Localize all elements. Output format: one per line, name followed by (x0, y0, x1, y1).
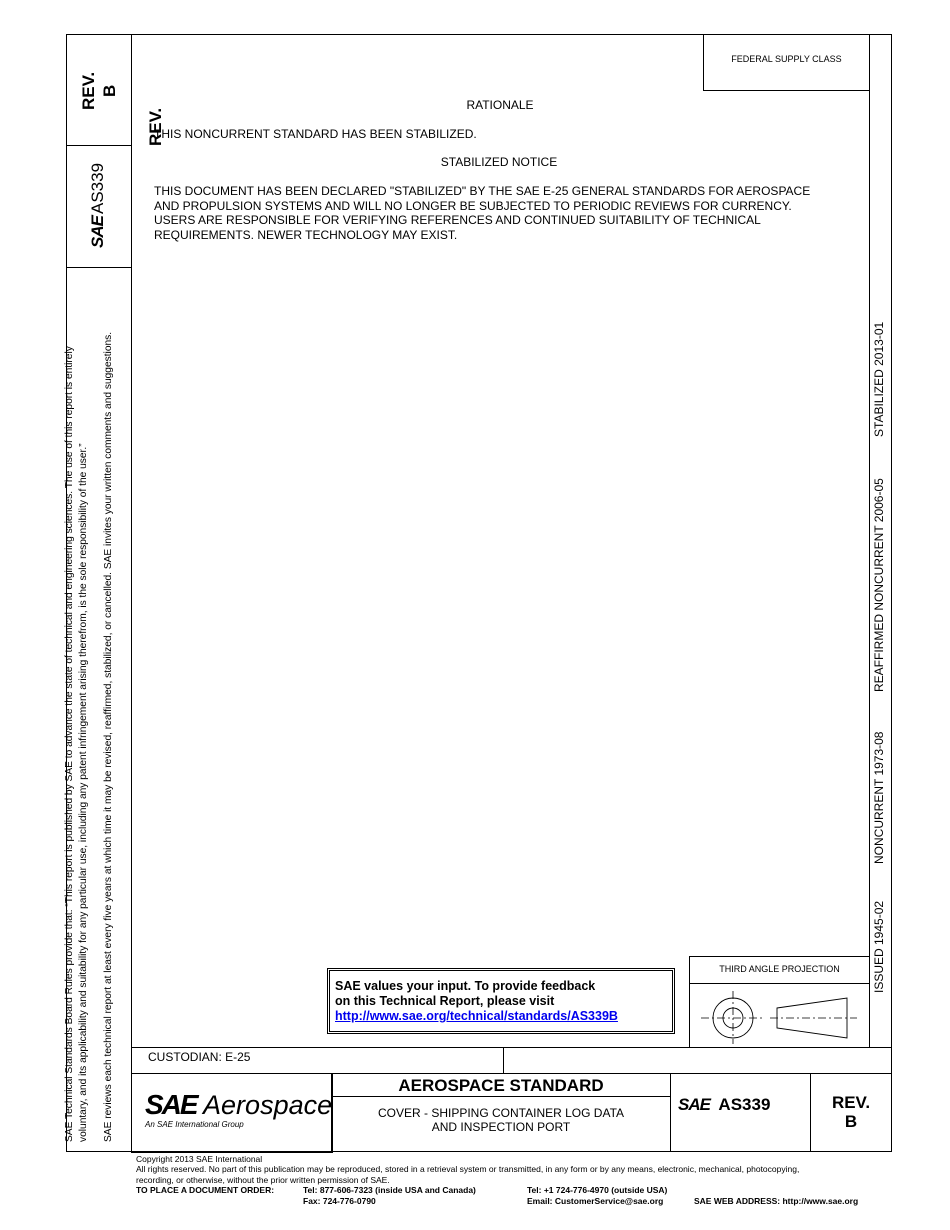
status-issued: ISSUED 1945-02 (872, 900, 886, 993)
page-frame-right (891, 34, 892, 1152)
footer-rights-line2: recording, or otherwise, without the prior written permission of SAE. (136, 1175, 390, 1185)
feedback-line2: on this Technical Report, please visit (335, 994, 555, 1008)
side-note-line2: voluntary, and its applicability and suitability for any particular use, including any patent infringement arising therefrom, is the sole responsibility of the user.” (78, 443, 89, 1142)
third-angle-projection-icon (695, 988, 865, 1046)
projection-label: THIRD ANGLE PROJECTION (719, 964, 840, 974)
notice-line-2: AND PROPULSION SYSTEMS AND WILL NO LONGER BE SUBJECTED TO PERIODIC REVIEWS FOR CURRENCY. (154, 199, 792, 213)
status-noncurrent: NONCURRENT 1973-08 (872, 731, 886, 864)
status-reaffirmed: REAFFIRMED NONCURRENT 2006-05 (872, 478, 886, 692)
title-rev-label: REV. (831, 1093, 871, 1112)
sae-aerospace-logo (145, 1089, 332, 1121)
left-tab-rev-label: REV. (79, 71, 98, 110)
standard-type: AEROSPACE STANDARD (398, 1076, 604, 1095)
footer-order-label: TO PLACE A DOCUMENT ORDER: (136, 1185, 275, 1195)
title-doc-number: AS339 (718, 1095, 771, 1114)
left-tab-rev-label: REV. (146, 107, 165, 146)
status-stabilized: STABILIZED 2013-01 (872, 321, 886, 437)
footer-email[interactable]: Email: CustomerService@sae.org (527, 1196, 664, 1206)
logo-tagline: An SAE International Group (145, 1120, 244, 1129)
notice-line-1: THIS DOCUMENT HAS BEEN DECLARED "STABILIZED" BY THE SAE E-25 GENERAL STANDARDS FOR AEROSPACE (154, 184, 811, 198)
footer-copyright: Copyright 2013 SAE International (136, 1154, 263, 1164)
projection-divider (689, 983, 870, 984)
rationale-heading: RATIONALE (466, 98, 534, 112)
left-tab-sae-logo: SAE (88, 216, 107, 248)
notice-line-3: USERS ARE RESPONSIBLE FOR VERIFYING REFERENCES AND CONTINUED SUITABILITY OF TECHNICAL (154, 213, 761, 227)
custodian-divider (503, 1047, 504, 1074)
doc-number-cell (678, 1095, 770, 1115)
side-note-line1: SAE Technical Standards Board Rules provide that: “This report is published by SAE to advance the state of technical and engineering sciences. The use of this report is entirely (64, 346, 75, 1142)
title-cell-divider (332, 1096, 670, 1097)
logo-cell-bottom (131, 1151, 333, 1153)
left-tab-rev-box (66, 34, 165, 146)
custodian-row-line (131, 1073, 892, 1074)
status-strip-left (869, 34, 870, 1048)
footer-fax: Fax: 724-776-0790 (303, 1196, 376, 1206)
title-block-top-line (131, 1047, 892, 1048)
federal-supply-class-label: FEDERAL SUPPLY CLASS (731, 54, 842, 64)
notice-line-4: REQUIREMENTS. NEWER TECHNOLOGY MAY EXIST. (154, 228, 458, 242)
left-tab-rev-value: B (100, 84, 119, 97)
doc-title-line1: COVER - SHIPPING CONTAINER LOG DATA (377, 1106, 625, 1120)
sae-mark-small: SAE (678, 1095, 710, 1114)
logo-aerospace-word: Aerospace (203, 1090, 333, 1120)
footer-tel-outside: Tel: +1 724-776-4970 (outside USA) (527, 1185, 668, 1195)
feedback-line1: SAE values your input. To provide feedback (335, 979, 596, 993)
footer-web-address[interactable]: SAE WEB ADDRESS: http://www.sae.org (694, 1196, 859, 1206)
number-cell-divider (670, 1073, 671, 1152)
custodian-label: CUSTODIAN: E-25 (148, 1050, 251, 1064)
footer-tel-usa: Tel: 877-606-7323 (inside USA and Canada) (303, 1185, 476, 1195)
footer-rights-line1: All rights reserved. No part of this publication may be reproduced, stored in a retrieval system or transmitted, in any form or by any means, electronic, mechanical, photocopying, (136, 1164, 800, 1174)
title-rev-value: B (844, 1112, 858, 1131)
feedback-link[interactable]: http://www.sae.org/technical/standards/AS339B (335, 1009, 618, 1023)
logo-sae-mark: SAE (145, 1089, 197, 1120)
side-note-line3: SAE reviews each technical report at least every five years at which time it may be revised, reaffirmed, stabilized, or cancelled. SAE invites your written comments and suggestions. (103, 331, 114, 1142)
stabilized-notice-heading: STABILIZED NOTICE (440, 155, 558, 169)
doc-title-line2: AND INSPECTION PORT (431, 1120, 571, 1134)
left-tab-doc-number: AS339 (88, 162, 107, 214)
rationale-text: THIS NONCURRENT STANDARD HAS BEEN STABILIZED. (154, 127, 477, 141)
